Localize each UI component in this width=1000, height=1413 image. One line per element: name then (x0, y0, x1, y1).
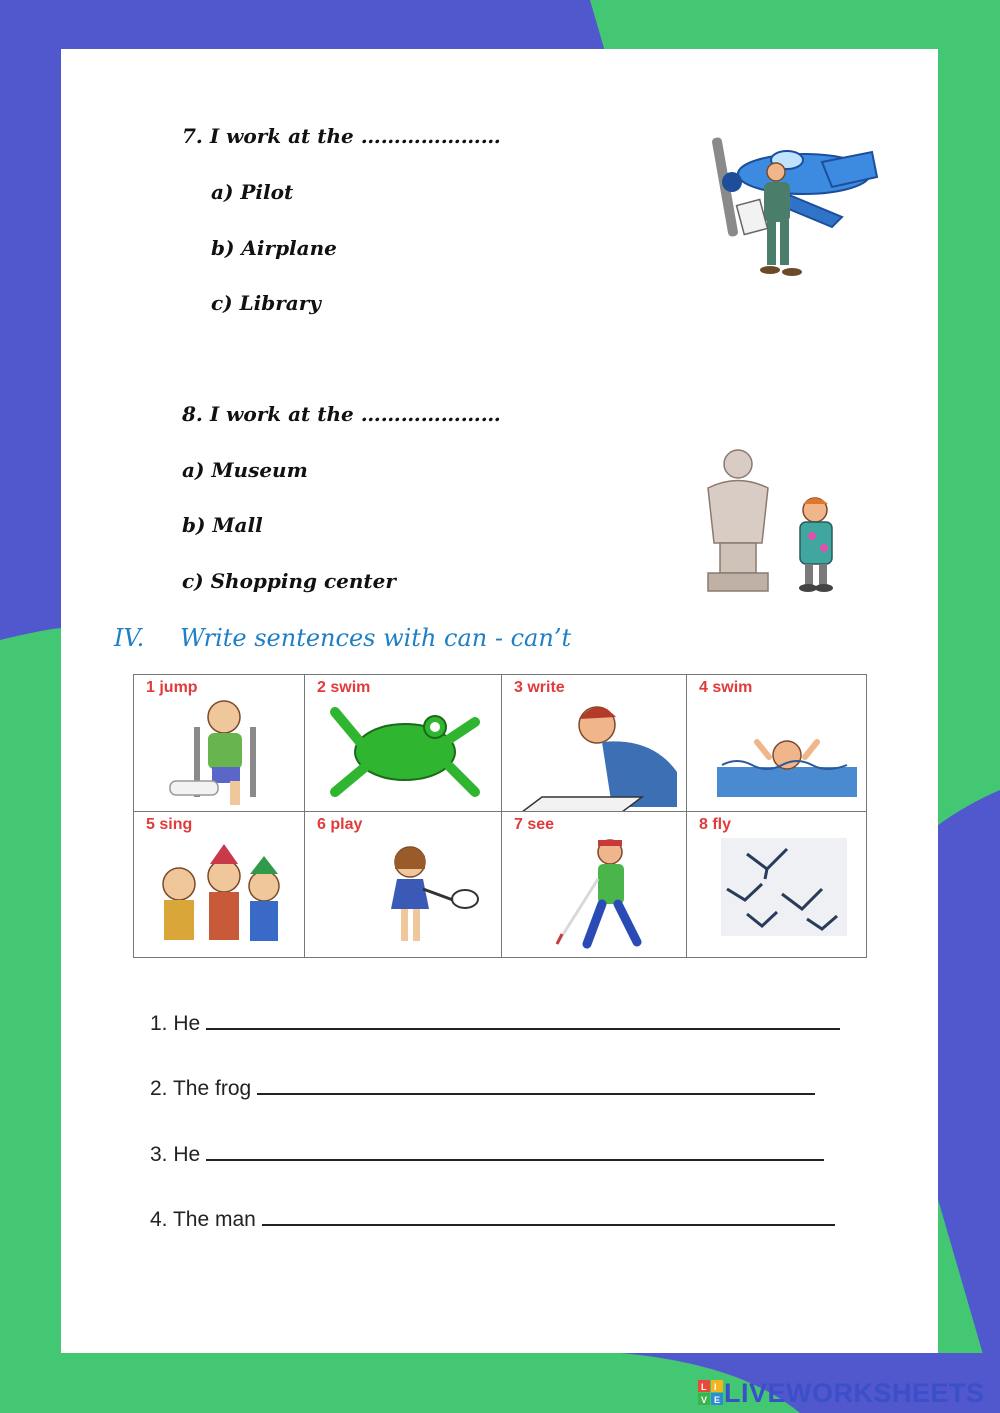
question-7-option-b[interactable]: b) Airplane (211, 236, 337, 260)
answer-prompt: 2. The frog (150, 1077, 252, 1100)
answer-row-3 (150, 1139, 824, 1167)
answer-row-4 (150, 1204, 835, 1232)
grid-cell-see (502, 812, 687, 957)
question-8-option-c[interactable]: c) Shopping center (182, 569, 396, 593)
boy-on-crutches-image (134, 697, 305, 812)
pilot-airplane-illustration (712, 132, 882, 282)
flying-birds-image (687, 834, 866, 957)
answer-input-1[interactable] (206, 1008, 840, 1030)
question-7-stem: 7. I work at the ………………… (182, 124, 501, 148)
grid-label: 2 swim (317, 679, 371, 696)
question-7-option-c[interactable]: c) Library (211, 291, 321, 315)
grid-label: 6 play (317, 816, 363, 833)
answer-prompt: 3. He (150, 1143, 201, 1166)
answer-input-3[interactable] (206, 1139, 824, 1161)
picture-grid (133, 674, 867, 958)
drowning-man-image (687, 697, 866, 812)
grid-label: 4 swim (699, 679, 753, 696)
answer-prompt: 1. He (150, 1012, 201, 1035)
man-writing-image (502, 697, 687, 812)
museum-statue-illustration (700, 448, 855, 598)
grid-cell-play (305, 812, 502, 957)
question-7-option-a[interactable]: a) Pilot (211, 180, 294, 204)
grid-cell-write (502, 675, 687, 812)
answer-input-2[interactable] (257, 1073, 815, 1095)
question-8-option-a[interactable]: a) Museum (182, 458, 308, 482)
grid-cell-jump (134, 675, 305, 812)
girl-playing-tennis-image (305, 834, 502, 957)
grid-label: 7 see (514, 816, 555, 833)
brand-name: LIVEWORKSHEETS (724, 1377, 985, 1408)
answer-input-4[interactable] (262, 1204, 835, 1226)
liveworksheets-logo (698, 1378, 985, 1408)
grid-label: 3 write (514, 679, 565, 696)
answer-row-1 (150, 1008, 840, 1036)
live-logo-icon (698, 1380, 724, 1406)
frog-image (305, 697, 502, 812)
section-heading: IV. Write sentences with can - can’t (114, 624, 572, 652)
children-singing-image (134, 834, 305, 957)
logo-letter: V (701, 1395, 708, 1405)
grid-label: 1 jump (146, 679, 198, 696)
logo-letter: I (714, 1382, 717, 1392)
question-8-stem: 8. I work at the ………………… (182, 402, 501, 426)
grid-cell-sing (134, 812, 305, 957)
grid-cell-swim-man (687, 675, 866, 812)
grid-cell-fly (687, 812, 866, 957)
blind-man-image (502, 834, 687, 957)
question-8-option-b[interactable]: b) Mall (182, 513, 263, 537)
grid-label: 5 sing (146, 816, 193, 833)
logo-letter: E (714, 1395, 721, 1405)
grid-label: 8 fly (699, 816, 732, 833)
answer-row-2 (150, 1073, 815, 1101)
answer-prompt: 4. The man (150, 1208, 256, 1231)
grid-cell-swim-frog (305, 675, 502, 812)
logo-letter: L (701, 1382, 707, 1392)
